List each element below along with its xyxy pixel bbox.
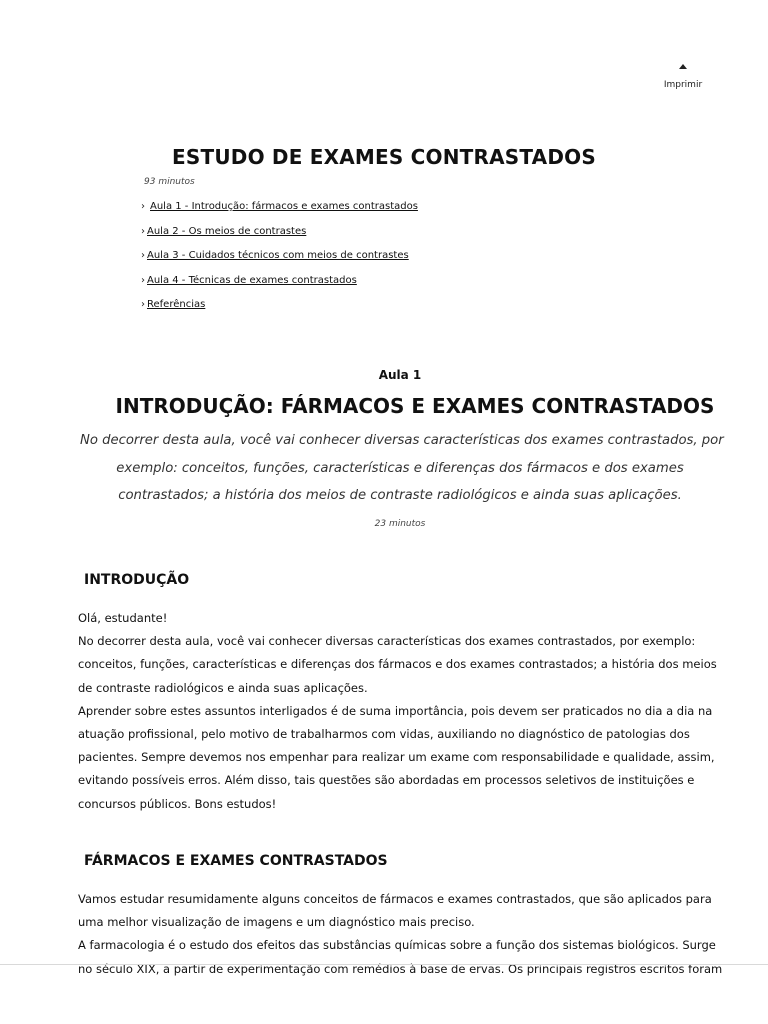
toc-item [141,250,418,275]
paragraph-line: no século XIX, a partir de experimentação com remédios à base de ervas. Os principais registros escritos foram [78,961,723,976]
paragraph-line: atuação profissional, pelo motivo de trabalharmos com vidas, auxiliando no diagnóstico de patologias dos [78,727,690,742]
lesson-duration: 23 minutos [374,519,426,529]
lesson-description-line: exemplo: conceitos, funções, características e diferenças dos fármacos e dos exames [116,460,684,476]
toc-item [141,201,418,226]
course-title: ESTUDO DE EXAMES CONTRASTADOS [172,145,596,169]
toc-link-aula-3[interactable]: Aula 3 - Cuidados técnicos com meios de contrastes [147,250,409,262]
paragraph-line: de contraste radiológicos e ainda suas aplicações. [78,680,368,695]
chevron-right-icon: › [141,299,145,311]
print-label: Imprimir [663,80,703,90]
paragraph-line: concursos públicos. Bons estudos! [78,796,277,811]
lesson-title: INTRODUÇÃO: FÁRMACOS E EXAMES CONTRASTADOS [115,394,715,418]
chevron-right-icon: › [141,250,145,262]
section-heading-introducao: INTRODUÇÃO [84,572,190,588]
toc-item [141,299,418,324]
paragraph-line: evitando possíveis erros. Além disso, tais questões são abordadas em processos seletivos de instituições e [78,773,695,788]
chevron-right-icon: › [141,274,145,286]
section-body-farmacos [78,888,723,981]
print-button[interactable] [650,64,716,91]
chevron-right-icon: › [141,225,145,237]
toc-link-aula-2[interactable]: Aula 2 - Os meios de contrastes [147,225,307,237]
paragraph-line: conceitos, funções, características e diferenças dos fármacos e dos exames contrastados; a história dos meios [78,657,717,672]
paragraph-line: A farmacologia é o estudo dos efeitos das substâncias químicas sobre a função dos sistemas biológicos. Surge [78,938,716,953]
section-heading-farmacos: FÁRMACOS E EXAMES CONTRASTADOS [84,853,388,869]
chevron-right-icon: › [141,201,145,212]
paragraph-line: pacientes. Sempre devemos nos empenhar para realizar um exame com responsabilidade e qualidade, assim, [78,750,715,765]
caret-up-icon [679,64,687,69]
lesson-label: Aula 1 [378,368,422,382]
paragraph-line: uma melhor visualização de imagens e um diagnóstico mais preciso. [78,915,475,930]
paragraph-line: No decorrer desta aula, você vai conhecer diversas características dos exames contrastados, por exemplo: [78,634,696,649]
table-of-contents [141,201,418,324]
paragraph-line: Aprender sobre estes assuntos interligados é de suma importância, pois devem ser praticados no dia a dia na [78,703,713,718]
page-divider [0,964,768,965]
toc-item [141,226,418,251]
paragraph-line: Vamos estudar resumidamente alguns conceitos de fármacos e exames contrastados, que são aplicados para [78,892,712,906]
paragraph-line: Olá, estudante! [78,611,168,625]
toc-link-aula-4[interactable]: Aula 4 - Técnicas de exames contrastados [147,274,357,286]
lesson-description-line: contrastados; a história dos meios de contraste radiológicos e ainda suas aplicações. [118,488,682,503]
lesson-description [80,427,724,510]
section-body-introducao [78,607,718,816]
toc-link-aula-1[interactable]: Aula 1 - Introdução: fármacos e exames contrastados [150,201,418,212]
toc-item [141,275,418,300]
lesson-description-line: No decorrer desta aula, você vai conhecer diversas características dos exames contrastados, por [80,433,724,448]
toc-link-referencias[interactable]: Referências [147,299,206,311]
course-duration: 93 minutos [144,177,195,187]
